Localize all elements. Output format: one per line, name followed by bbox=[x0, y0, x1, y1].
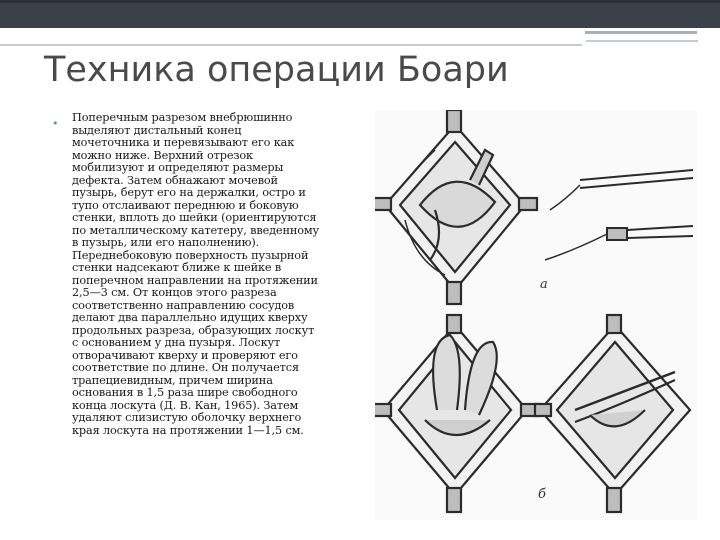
paragraph-line: делают два параллельно идущих кверху bbox=[72, 311, 308, 324]
paragraph-line: с основанием у дна пузыря. Лоскут bbox=[72, 336, 281, 349]
paragraph-line: отворачивают кверху и проверяют его bbox=[72, 348, 298, 362]
paragraph-line: трапециевидным, причем ширина bbox=[72, 373, 273, 387]
paragraph-line: поперечном направлении на протяжении bbox=[72, 273, 318, 287]
paragraph-line: в пузырь, или его наполнению). bbox=[72, 236, 260, 249]
header-rule-left bbox=[0, 44, 582, 46]
panel-label-b: б bbox=[538, 487, 546, 502]
header-rule-right-thin bbox=[586, 40, 698, 42]
paragraph-line: продольных разреза, образующих лоскут bbox=[72, 323, 315, 337]
paragraph-line: Переднебоковую поверхность пузырной bbox=[72, 248, 309, 262]
bullet-marker: • bbox=[52, 117, 59, 130]
paragraph-line: стенки надсекают ближе к шейке в bbox=[72, 261, 282, 274]
surgical-illustration bbox=[375, 110, 697, 520]
paragraph-line: стенки, вплоть до шейки (ориентируются bbox=[72, 211, 317, 224]
slide-title: Техника операции Боари bbox=[44, 50, 509, 90]
paragraph-line: дефекта. Затем обнажают мочевой bbox=[72, 173, 278, 187]
paragraph-line: основания в 1,5 раза шире свободного bbox=[72, 386, 298, 399]
paragraph-line: можно ниже. Верхний отрезок bbox=[72, 148, 253, 162]
paragraph-line: соответствие по длине. Он получается bbox=[72, 361, 299, 374]
paragraph-line: по металлическому катетеру, введенному bbox=[72, 223, 319, 237]
slide-paragraph bbox=[72, 112, 357, 437]
paragraph-line: мобилизуют и определяют размеры bbox=[72, 161, 284, 174]
header-accent bbox=[0, 0, 720, 3]
paragraph-line: пузырь, берут его на держалки, остро и bbox=[72, 186, 306, 199]
paragraph-line: Поперечным разрезом внебрюшинно bbox=[72, 111, 293, 124]
panel-label-a: а bbox=[540, 277, 548, 292]
paragraph-line: конца лоскута (Д. В. Кан, 1965). Затем bbox=[72, 398, 299, 412]
illustration-drawing bbox=[375, 110, 697, 520]
paragraph-line: выделяют дистальный конец bbox=[72, 123, 242, 137]
header-rule-right bbox=[585, 31, 697, 34]
paragraph-line: тупо отслаивают переднюю и боковую bbox=[72, 198, 299, 212]
header-bar bbox=[0, 0, 720, 40]
paragraph-line: 2,5—3 см. От концов этого разреза bbox=[72, 286, 277, 299]
paragraph-line: мочеточника и перевязывают его как bbox=[72, 136, 295, 149]
paragraph-line: удаляют слизистую оболочку верхнего bbox=[72, 411, 302, 424]
paragraph-line: края лоскута на протяжении 1—1,5 см. bbox=[72, 423, 304, 437]
header-band bbox=[0, 0, 720, 28]
paragraph-line: соответственно направлению сосудов bbox=[72, 298, 295, 312]
